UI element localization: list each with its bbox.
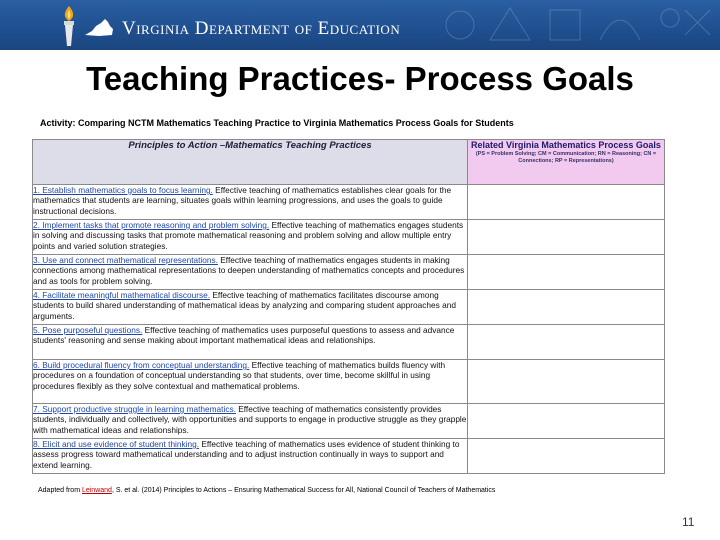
virginia-map-icon (84, 17, 114, 39)
torch-icon (56, 4, 82, 48)
practice-description: Effective teaching of mathematics establishes clear goals for the mathematics that students are learning, situates goals within learning progressions, and uses the goals to guide instructional decisions. (33, 185, 452, 216)
practice-heading: 3. Use and connect mathematical representations. (33, 255, 218, 265)
process-goal-entry-cell[interactable] (468, 439, 665, 474)
practice-description: Effective teaching of mathematics facilitates discourse among students to build shared understanding of mathematical ideas by analyzing and comparing student approaches and arguments. (33, 290, 456, 321)
footnote-author: Leinwand (81, 487, 112, 494)
practices-column-header: Principles to Action –Mathematics Teaching Practices (33, 140, 468, 185)
process-goal-entry-cell[interactable] (468, 220, 665, 255)
comparison-table (32, 139, 665, 474)
practice-heading: 4. Facilitate meaningful mathematical discourse. (33, 290, 211, 300)
practice-heading: 1. Establish mathematics goals to focus learning. (33, 185, 213, 195)
practice-heading: 2. Implement tasks that promote reasoning and problem solving. (33, 220, 270, 230)
process-goals-column-header (468, 140, 665, 185)
process-goals-legend: (PS = Problem Solving; CM = Communication; RN = Reasoning; CN = Connections; RP = Representations) (475, 151, 657, 164)
practice-heading: 6. Build procedural fluency from conceptual understanding. (33, 360, 250, 370)
process-goal-entry-cell[interactable] (468, 360, 665, 404)
process-goal-entry-cell[interactable] (468, 325, 665, 360)
practice-description: Effective teaching of mathematics builds fluency with procedures on a foundation of conceptual understanding so that students, over time, become skillful in using procedures flexibly as they solve contextual and mathematical problems. (33, 360, 446, 391)
practice-heading: 7. Support productive struggle in learning mathematics. (33, 404, 236, 414)
table-row (33, 290, 665, 325)
practice-cell (33, 220, 468, 255)
practice-cell (33, 439, 468, 474)
process-goal-entry-cell[interactable] (468, 185, 665, 220)
source-footnote (38, 487, 495, 494)
practice-cell (33, 325, 468, 360)
table-row (33, 439, 665, 474)
practice-cell (33, 255, 468, 290)
practice-description: Effective teaching of mathematics consistently provides students, individually and collectively, with opportunities and supports to engage in productive struggle as they grapple with mathematical ideas and relationships. (33, 404, 467, 435)
banner-title: Virginia Department of Education (122, 18, 401, 39)
process-goal-entry-cell[interactable] (468, 255, 665, 290)
practice-cell (33, 185, 468, 220)
practice-heading: 5. Pose purposeful questions. (33, 325, 143, 335)
process-goal-entry-cell[interactable] (468, 404, 665, 439)
practice-description: Effective teaching of mathematics uses purposeful questions to assess and advance students' reasoning and sense making about important mathematical ideas and relationships. (33, 325, 455, 346)
practice-cell (33, 360, 468, 404)
practice-cell (33, 290, 468, 325)
table-row (33, 255, 665, 290)
table-row (33, 325, 665, 360)
practice-description: Effective teaching of mathematics engages students in solving and discussing tasks that promote mathematical reasoning and problem solving and allow multiple entry points and varied solution strategies. (33, 220, 464, 251)
math-doodles-decoration (420, 0, 720, 50)
footnote-prefix: Adapted from (38, 487, 82, 494)
practice-description: Effective teaching of mathematics uses evidence of student thinking to assess progress toward mathematical understanding and to adjust instruction continually in ways to support and extend learning. (33, 439, 460, 470)
practice-description: Effective teaching of mathematics engages students in making connections among mathematical representations to deepen understanding of mathematics concepts and procedures and as tools for problem solving. (33, 255, 465, 286)
table-row (33, 220, 665, 255)
process-goal-entry-cell[interactable] (468, 290, 665, 325)
page-number: 11 (682, 515, 695, 529)
header-banner (0, 0, 720, 50)
table-row (33, 360, 665, 404)
table-row (33, 404, 665, 439)
practice-cell (33, 404, 468, 439)
activity-caption: Activity: Comparing NCTM Mathematics Teaching Practice to Virginia Mathematics Process Goals for Students (40, 118, 514, 128)
process-goals-title: Related Virginia Mathematics Process Goals (471, 140, 661, 150)
slide-title: Teaching Practices- Process Goals (86, 60, 634, 97)
practice-heading: 8. Elicit and use evidence of student thinking. (33, 439, 200, 449)
footnote-citation: , S. et al. (2014) Principles to Actions – Ensuring Mathematical Success for All, National Council of Teachers of Mathematics (111, 487, 496, 494)
table-row (33, 185, 665, 220)
